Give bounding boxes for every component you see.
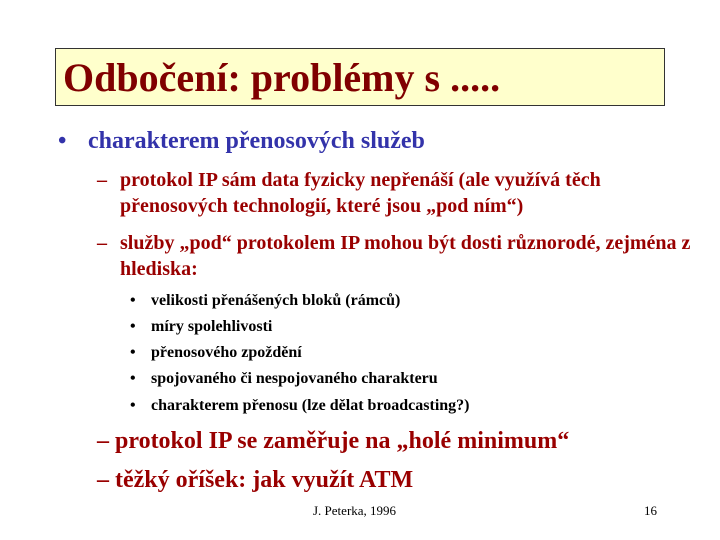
detail-point-1 [130, 291, 400, 311]
slide-title: Odbočení: problémy s ..... [63, 55, 501, 100]
dash: – [97, 232, 107, 254]
bullet: • [130, 370, 136, 387]
bullet: • [130, 397, 136, 414]
detail-point-text: míry spolehlivosti [151, 318, 273, 335]
bullet: • [130, 318, 136, 335]
detail-point-2 [130, 317, 272, 337]
sub-point-2-text: služby „pod“ protokolem IP mohou být dosti různorodé, zejména z hlediska: [120, 232, 691, 280]
sub-point-1-text: protokol IP sám data fyzicky nepřenáší (ale využívá těch přenosových technologií, které jsou „pod ním“) [120, 169, 601, 217]
title-box [55, 48, 665, 106]
main-point-text: charakterem přenosových služeb [88, 128, 425, 154]
dash: – [97, 428, 109, 454]
detail-point-text: velikosti přenášených bloků (rámců) [151, 292, 401, 309]
dash: – [97, 169, 107, 191]
conclusion-1 [97, 426, 569, 456]
conclusion-2 [97, 465, 413, 495]
detail-point-4 [130, 369, 438, 389]
main-point [58, 126, 425, 156]
detail-point-text: charakterem přenosu (lze dělat broadcasting?) [151, 397, 470, 414]
sub-point-1 [97, 167, 697, 219]
bullet: • [130, 344, 136, 361]
conclusion-1-text: protokol IP se zaměřuje na „holé minimum“ [115, 428, 570, 454]
conclusion-2-text: těžký oříšek: jak využít ATM [115, 467, 414, 493]
detail-point-3 [130, 343, 302, 363]
bullet: • [58, 128, 67, 154]
bullet: • [130, 292, 136, 309]
sub-point-2 [97, 230, 697, 282]
detail-point-text: spojovaného či nespojovaného charakteru [151, 370, 438, 387]
detail-point-text: přenosového zpoždění [151, 344, 302, 361]
detail-point-5 [130, 396, 469, 416]
dash: – [97, 467, 109, 493]
footer-author: J. Peterka, 1996 [313, 503, 397, 518]
page-number: 16 [644, 503, 657, 518]
